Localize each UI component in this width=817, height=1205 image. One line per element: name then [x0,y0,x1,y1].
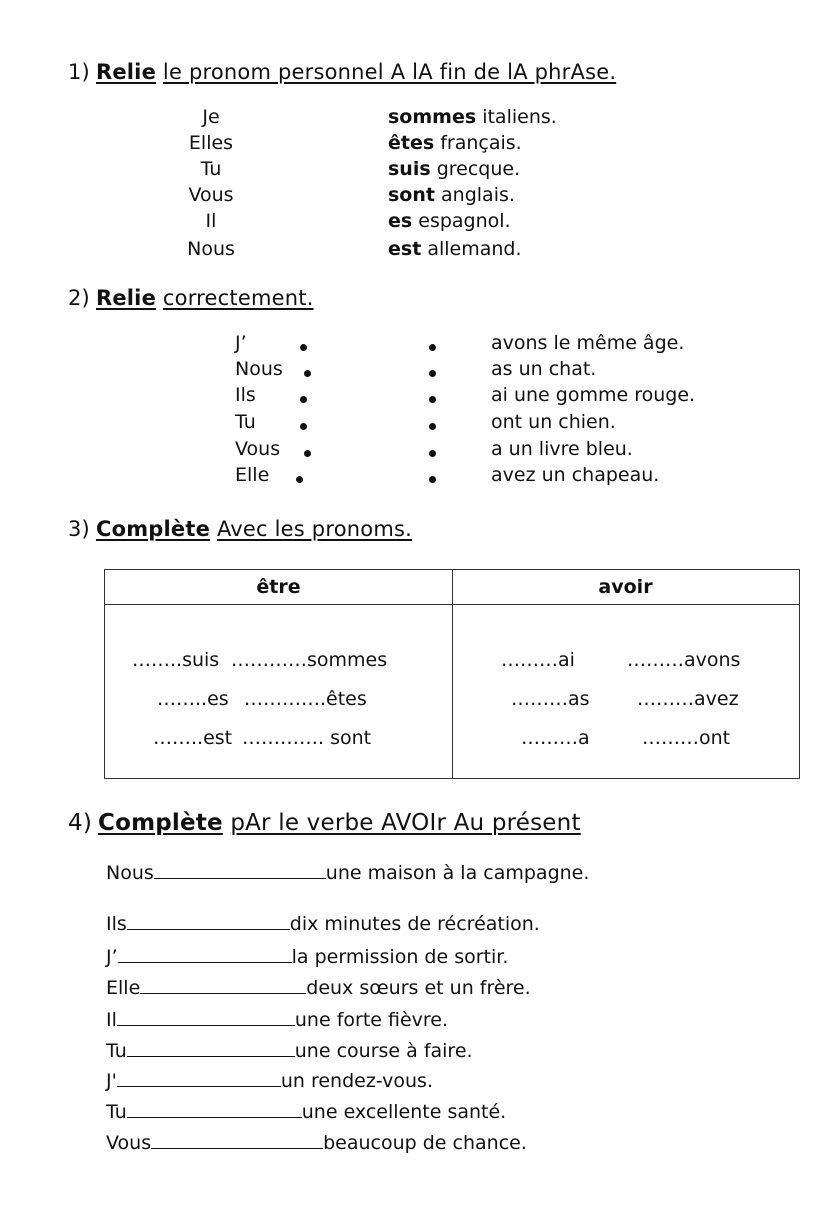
conjugation-blank[interactable]: ………ont [642,727,731,749]
match-dot-left[interactable] [300,344,307,351]
sentence-ending [388,210,511,232]
instruction-keyword: Complète [98,810,223,836]
table-divider [452,570,453,778]
sentence-ending [388,132,522,154]
sentence-ending: as un chat. [491,358,597,380]
exercise-number: 2) [68,286,90,310]
conjugation-blank[interactable]: ………….êtes [244,688,367,710]
match-dot-right[interactable] [429,396,436,403]
ending-text: français. [440,132,522,154]
verb-form: sommes [388,106,477,128]
table-header-avoir: avoir [598,576,653,598]
fill-in-sentence [106,975,531,999]
sentence-rest: deux sœurs et un frère. [306,977,531,999]
match-dot-left[interactable] [300,423,307,430]
verb-form: sont [388,184,435,206]
sentence-ending: a un livre bleu. [491,438,633,460]
sentence-ending [388,184,515,206]
pronoun: Je [202,106,220,128]
exercise-number: 1) [68,60,90,84]
table-header-etre: être [256,576,301,598]
instruction-keyword: Complète [95,517,211,541]
sentence-pronoun: Tu [106,1101,127,1123]
instruction-text: le pronom personnel A lA fin de lA phrAse. [162,60,617,84]
ending-text: espagnol. [418,210,511,232]
sentence-rest: dix minutes de récréation. [289,913,540,935]
conjugation-blank[interactable]: ………ai [501,649,575,671]
fill-in-sentence [106,860,589,884]
sentence-rest: une forte fièvre. [294,1009,449,1031]
verb-form: es [388,210,413,232]
instruction-text: pAr le verbe AVOIr Au présent [230,810,581,836]
answer-blank[interactable] [140,975,306,994]
sentence-rest: une excellente santé. [301,1101,507,1123]
table-header-divider [105,604,799,605]
sentence-ending: ai une gomme rouge. [491,384,696,406]
fill-in-sentence [106,1068,433,1092]
pronoun: Vous [235,438,281,460]
fill-in-sentence [106,1130,527,1154]
answer-blank[interactable] [118,944,292,963]
fill-in-sentence [106,911,540,935]
sentence-pronoun: Vous [106,1132,152,1154]
ending-text: allemand. [427,238,522,260]
match-dot-right[interactable] [429,344,436,351]
ending-text: anglais. [441,184,515,206]
fill-in-sentence [106,1007,448,1031]
sentence-rest: un rendez-vous. [280,1070,433,1092]
exercise-4-title [68,810,581,836]
fill-in-sentence [106,944,508,968]
exercise-3-title [68,517,412,541]
answer-blank[interactable] [117,1068,281,1087]
sentence-pronoun: J’ [106,946,118,968]
sentence-ending: ont un chien. [491,411,616,433]
pronoun: Elles [188,132,234,154]
pronoun: Tu [200,158,222,180]
answer-blank[interactable] [127,911,290,930]
conjugation-blank[interactable]: …………sommes [231,649,388,671]
sentence-rest: la permission de sortir. [291,946,509,968]
sentence-pronoun: Elle [106,977,141,999]
match-dot-right[interactable] [429,423,436,430]
answer-blank[interactable] [117,1007,295,1026]
sentence-ending [388,158,520,180]
exercise-2-title [68,286,314,310]
ending-text: italiens. [482,106,557,128]
pronoun: Nous [235,358,283,380]
pronoun: Nous [187,238,235,260]
exercise-number: 4) [68,810,93,836]
sentence-pronoun: Nous [106,862,154,884]
pronoun: J’ [235,332,247,354]
instruction-text: correctement. [162,286,314,310]
instruction-keyword: Relie [95,286,157,310]
sentence-pronoun: Tu [106,1040,127,1062]
conjugation-table [104,569,800,779]
conjugation-blank[interactable]: ………as [511,688,590,710]
match-dot-left[interactable] [300,396,307,403]
pronoun: Ils [235,384,256,406]
verb-form: suis [388,158,431,180]
pronoun: Il [205,210,217,232]
conjugation-blank[interactable]: ………a [521,727,590,749]
pronoun: Tu [235,411,256,433]
match-dot-left[interactable] [304,370,311,377]
match-dot-left[interactable] [304,450,311,457]
instruction-keyword: Relie [95,60,157,84]
sentence-rest: une course à faire. [294,1040,473,1062]
pronoun: Vous [188,184,234,206]
answer-blank[interactable] [154,860,326,879]
match-dot-right[interactable] [429,450,436,457]
answer-blank[interactable] [151,1130,323,1149]
sentence-pronoun: J' [106,1070,117,1092]
conjugation-blank[interactable]: ……..est [153,727,233,749]
fill-in-sentence [106,1038,473,1062]
match-dot-right[interactable] [429,370,436,377]
conjugation-blank[interactable]: ……..es [157,688,229,710]
verb-form: est [388,238,422,260]
sentence-rest: beaucoup de chance. [323,1132,527,1154]
verb-form: êtes [388,132,435,154]
sentence-ending: avons le même âge. [491,332,685,354]
sentence-ending: avez un chapeau. [491,464,660,486]
instruction-text: Avec les pronoms. [216,517,412,541]
exercise-1-title [68,60,616,84]
exercise-number: 3) [68,517,90,541]
sentence-ending [388,106,557,128]
conjugation-blank[interactable]: …………. sont [242,727,372,749]
ending-text: grecque. [436,158,521,180]
answer-blank[interactable] [127,1099,302,1118]
sentence-rest: une maison à la campagne. [325,862,590,884]
sentence-pronoun: Ils [106,913,127,935]
sentence-pronoun: Il [106,1009,117,1031]
conjugation-blank[interactable]: ………avez [637,688,739,710]
answer-blank[interactable] [127,1038,295,1057]
conjugation-blank[interactable]: ……..suis [132,649,220,671]
match-dot-left[interactable] [296,476,303,483]
match-dot-right[interactable] [429,476,436,483]
pronoun: Elle [235,464,270,486]
conjugation-blank[interactable]: ………avons [627,649,741,671]
sentence-ending [388,238,522,260]
fill-in-sentence [106,1099,506,1123]
